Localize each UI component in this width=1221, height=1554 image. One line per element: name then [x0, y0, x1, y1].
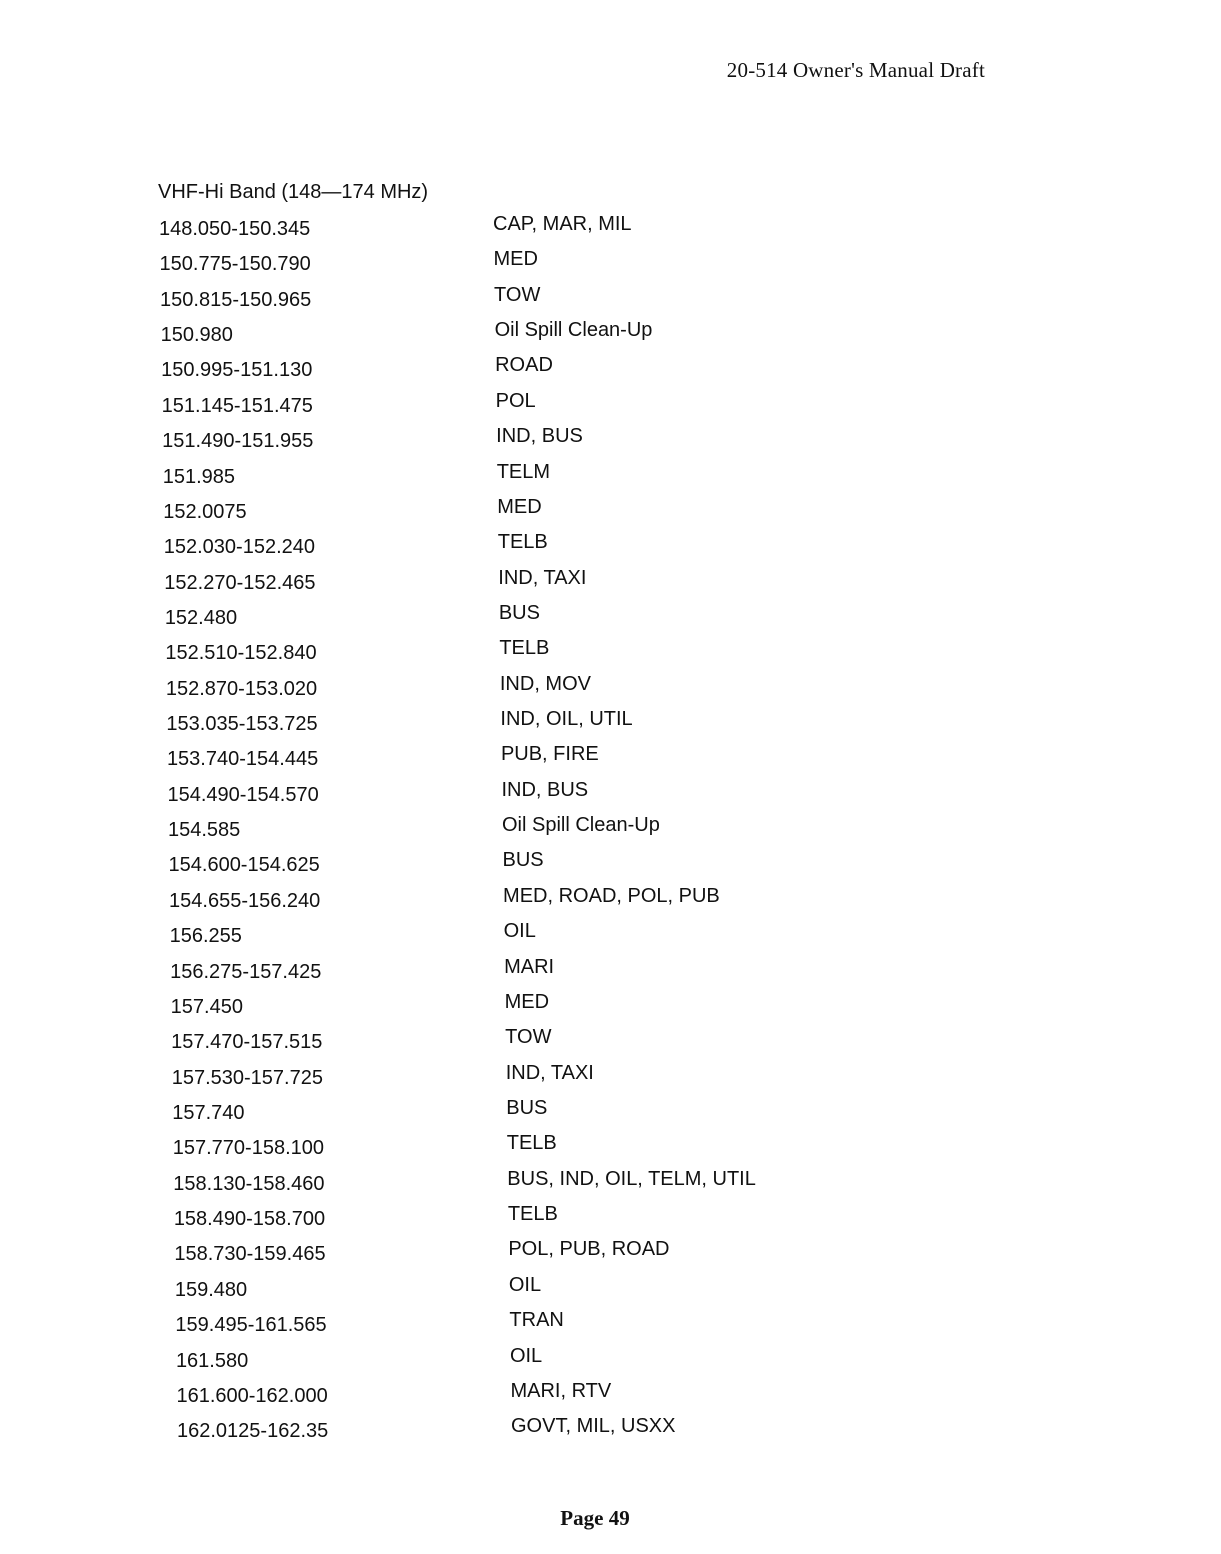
table-row [0, 1345, 1221, 1380]
frequency-range: 157.530-157.725 [171, 1066, 323, 1089]
table-row [0, 461, 1221, 496]
frequency-range: 153.035-153.725 [166, 713, 318, 736]
table-row [0, 885, 1221, 920]
frequency-range: 158.730-159.465 [174, 1243, 326, 1266]
service-abbreviations: MARI, RTV [510, 1379, 612, 1402]
service-abbreviations: PUB, FIRE [500, 743, 599, 766]
service-abbreviations: BUS, IND, OIL, TELM, UTIL [507, 1167, 756, 1190]
frequency-range: 148.050-150.345 [159, 218, 311, 240]
frequency-range: 153.740-154.445 [166, 748, 319, 771]
service-abbreviations: TELB [499, 637, 550, 660]
frequency-range: 157.770-158.100 [172, 1137, 324, 1160]
frequency-range: 157.470-157.515 [171, 1031, 323, 1054]
table-row [0, 991, 1221, 1026]
service-abbreviations: GOVT, MIL, USXX [511, 1415, 676, 1438]
table-row [0, 1097, 1221, 1132]
table-row [0, 956, 1221, 991]
service-abbreviations: OIL [509, 1344, 543, 1367]
table-row [0, 637, 1221, 672]
table-row [0, 248, 1221, 283]
service-abbreviations: MARI [504, 955, 555, 978]
service-abbreviations: CAP, MAR, MIL [493, 213, 632, 235]
frequency-range: 151.985 [162, 465, 235, 488]
frequency-range: 154.600-154.625 [168, 854, 320, 877]
table-row [0, 1132, 1221, 1167]
table-row [0, 814, 1221, 849]
table-row [0, 284, 1221, 319]
service-abbreviations: MED [497, 495, 542, 518]
band-title: VHF-Hi Band (148—174 MHz) [158, 181, 429, 203]
table-row [0, 1168, 1221, 1203]
service-abbreviations: MED, ROAD, POL, PUB [503, 884, 720, 907]
frequency-range: 152.270-152.465 [164, 571, 316, 594]
frequency-range: 152.510-152.840 [165, 642, 317, 665]
frequency-range: 158.490-158.700 [173, 1208, 326, 1231]
service-abbreviations: POL, PUB, ROAD [508, 1238, 670, 1261]
frequency-range: 154.585 [168, 819, 241, 842]
table-row [0, 602, 1221, 637]
table-row [0, 920, 1221, 955]
service-abbreviations: IND, OIL, UTIL [500, 708, 633, 731]
table-row [0, 1274, 1221, 1309]
service-abbreviations: TOW [505, 1026, 552, 1049]
frequency-range: 150.775-150.790 [159, 253, 311, 276]
frequency-range: 154.490-154.570 [167, 783, 319, 806]
frequency-range: 154.655-156.240 [169, 889, 321, 912]
table-row [0, 1062, 1221, 1097]
service-abbreviations: IND, TAXI [498, 566, 587, 589]
service-abbreviations: ROAD [495, 354, 553, 377]
page-header: 20-514 Owner's Manual Draft [726, 58, 985, 82]
service-abbreviations: BUS [502, 849, 544, 872]
service-abbreviations: Oil Spill Clean-Up [494, 319, 653, 342]
frequency-range: 162.0125-162.35 [177, 1420, 329, 1443]
table-row [0, 1309, 1221, 1344]
service-abbreviations: TELB [506, 1132, 557, 1155]
service-abbreviations: OIL [503, 920, 536, 943]
table-row [0, 213, 1221, 248]
frequency-range: 152.0075 [163, 500, 247, 523]
service-abbreviations: MED [504, 990, 550, 1013]
table-row [0, 496, 1221, 531]
service-abbreviations: IND, BUS [496, 425, 583, 448]
frequency-range: 156.275-157.425 [170, 960, 322, 983]
page-number: Page 49 [560, 1506, 630, 1530]
frequency-range: 150.995-151.130 [161, 359, 313, 382]
table-row [0, 673, 1221, 708]
service-abbreviations: TOW [494, 283, 541, 306]
service-abbreviations: BUS [498, 601, 540, 624]
frequency-range: 150.815-150.965 [160, 288, 312, 311]
service-abbreviations: TELM [496, 460, 551, 483]
table-row [0, 354, 1221, 389]
service-abbreviations: TRAN [509, 1309, 564, 1332]
frequency-table [0, 213, 1221, 1451]
service-abbreviations: POL [495, 389, 536, 412]
frequency-range: 157.450 [170, 995, 243, 1018]
table-row [0, 849, 1221, 884]
frequency-range: 152.870-153.020 [165, 677, 318, 700]
table-row [0, 1026, 1221, 1061]
table-row [0, 425, 1221, 460]
frequency-range: 151.490-151.955 [162, 430, 314, 453]
table-row [0, 1415, 1221, 1450]
table-row [0, 567, 1221, 602]
table-row [0, 390, 1221, 425]
frequency-range: 157.740 [172, 1101, 245, 1124]
frequency-range: 158.130-158.460 [173, 1172, 325, 1195]
service-abbreviations: IND, BUS [501, 778, 589, 801]
service-abbreviations: Oil Spill Clean-Up [502, 814, 660, 837]
frequency-range: 152.480 [164, 606, 238, 629]
service-abbreviations: IND, TAXI [505, 1061, 594, 1084]
frequency-range: 156.255 [169, 925, 242, 948]
table-row [0, 319, 1221, 354]
frequency-range: 161.580 [175, 1349, 249, 1372]
table-row [0, 708, 1221, 743]
service-abbreviations: TELB [497, 531, 548, 554]
service-abbreviations: OIL [508, 1273, 542, 1296]
table-row [0, 1203, 1221, 1238]
frequency-range: 159.495-161.565 [175, 1314, 327, 1337]
service-abbreviations: IND, MOV [499, 672, 591, 695]
table-row [0, 1238, 1221, 1273]
service-abbreviations: TELB [507, 1203, 558, 1226]
table-row [0, 1380, 1221, 1415]
frequency-range: 161.600-162.000 [176, 1384, 328, 1407]
table-row [0, 779, 1221, 814]
service-abbreviations: MED [493, 248, 538, 271]
service-abbreviations: BUS [506, 1096, 548, 1119]
frequency-range: 150.980 [160, 324, 233, 347]
frequency-range: 151.145-151.475 [161, 394, 313, 417]
frequency-range: 152.030-152.240 [163, 536, 315, 559]
table-row [0, 743, 1221, 778]
table-row [0, 531, 1221, 566]
frequency-range: 159.480 [174, 1278, 248, 1301]
